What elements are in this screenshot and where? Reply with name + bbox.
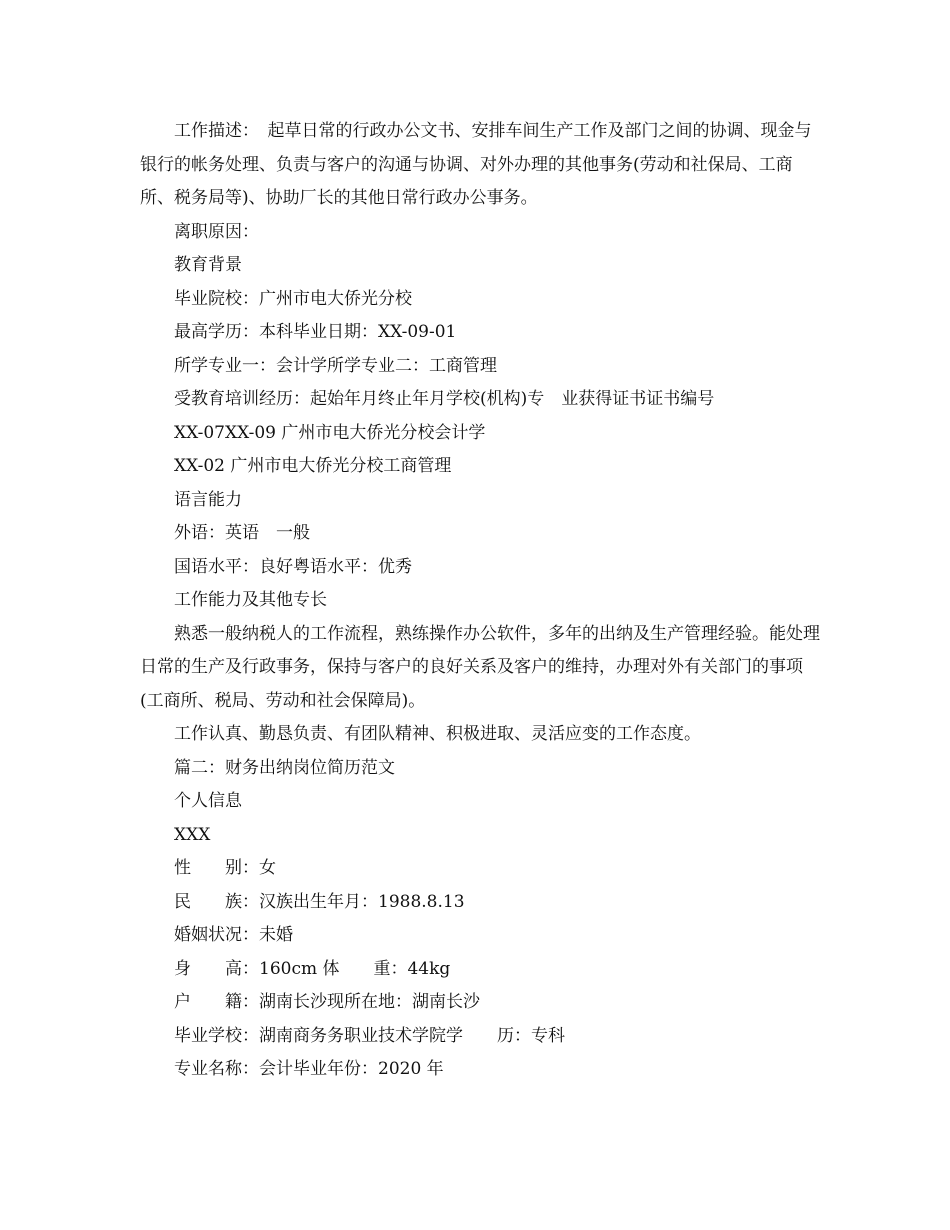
mandarin-cantonese-line: 国语水平：良好粤语水平：优秀 [174,556,412,577]
foreign-language-line: 外语：英语 一般 [174,523,310,543]
leaving-reason-line: 离职原因： [174,221,259,242]
name-line: XXX [174,824,211,845]
personal-info-heading: 个人信息 [174,791,242,811]
marital-status-line: 婚姻状况：未婚 [174,925,293,945]
section-two-title: 篇二：财务出纳岗位简历范文 [174,757,395,778]
training-header-line: 受教育培训经历：起始年月终止年月学校(机构)专 业获得证书证书编号 [174,389,715,409]
language-heading: 语言能力 [174,489,242,510]
major-year-line: 专业名称：会计毕业年份：2020 年 [174,1059,444,1079]
graduated-school-line: 毕业院校：广州市电大侨光分校 [174,288,412,309]
skills-paragraph: 熟悉一般纳税人的工作流程，熟练操作办公软件，多年的出纳及生产管理经验。能处理日常的生产及行政事务，保持与客户的良好关系及客户的维持，办理对外有关部门的事项(工商所、税局、劳动和社会保障局)。 [140,623,820,711]
training-record-2: XX-02 广州市电大侨光分校工商管理 [174,456,452,476]
hukou-location-line: 户 籍：湖南长沙现所在地：湖南长沙 [174,992,480,1012]
height-weight-line: 身 高：160cm 体 重：44kg [174,958,451,979]
document-body [140,115,820,1087]
school-degree-line: 毕业学校：湖南商务务职业技术学院学 历：专科 [174,1025,565,1046]
gender-line: 性 别：女 [174,858,276,878]
education-heading: 教育背景 [174,255,242,275]
highest-degree-line: 最高学历：本科毕业日期：XX-09-01 [174,322,457,342]
ethnicity-birth-line: 民 族：汉族出生年月：1988.8.13 [174,891,465,912]
training-record-1: XX-07XX-09 广州市电大侨光分校会计学 [174,422,486,443]
attitude-paragraph: 工作认真、勤恳负责、有团队精神、积极进取、灵活应变的工作态度。 [174,724,701,744]
skills-heading: 工作能力及其他专长 [174,590,327,610]
major-line: 所学专业一：会计学所学专业二：工商管理 [174,355,497,376]
job-description-paragraph: 工作描述： 起草日常的行政办公文书、安排车间生产工作及部门之间的协调、现金与银行的帐务处理、负责与客户的沟通与协调、对外办理的其他事务(劳动和社保局、工商所、税务局等)、协助厂长的其他日常行政办公事务。 [140,121,812,208]
